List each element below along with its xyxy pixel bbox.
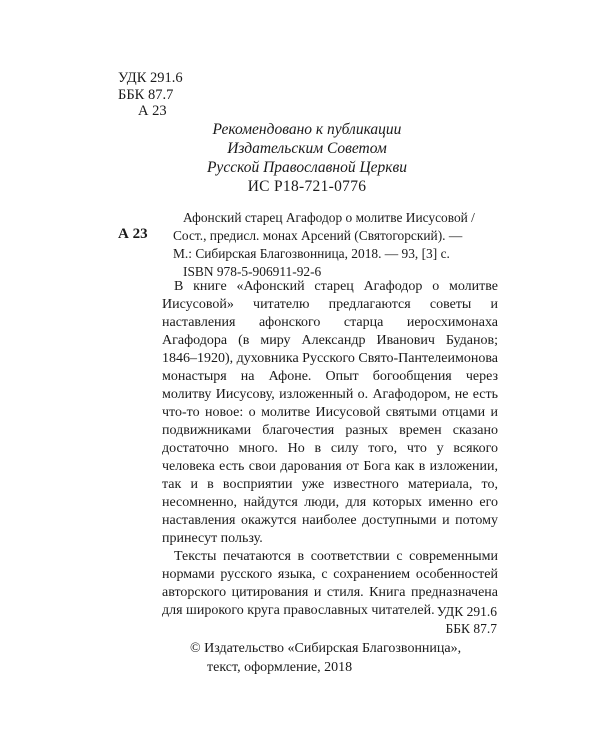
footer-classification-codes — [437, 603, 497, 637]
publishing-council-code: ИС Р18-721-0776 — [247, 178, 367, 195]
footer-bbk-code: ББК 87.7 — [445, 621, 497, 636]
biblio-line-1: Афонский старец Агафодор о молитве Иисусовой / — [183, 210, 475, 225]
isbn: ISBN 978-5-906911-92-6 — [183, 264, 322, 279]
annotation-paragraph-1: В книге «Афонский старец Агафодор о молитве Иисусовой» читателю предлагаются советы и наставления афонского старца иеросхимонаха Агафодора (в миру Александр Иванович Буданов; 1846–1920), духовника Русского Свято-Пантелеимонова монастыря на Афоне. Опыт богообщения через молитву Иисусову, изложенный о. Агафодором, не есть что-то новое: о молитве Иисусовой святыми отцами и подвижниками благочестия разных времен сказано достаточно много. Но в силу того, что у всякого человека есть свои дарования от Бога как в изложении, так и в восприятии уже известного материала, то, несомненно, найдутся люди, для которых именно его наставления окажутся наиболее доступными и потому принесут пользу. — [162, 279, 498, 546]
footer-udk-code: УДК 291.6 — [436, 604, 497, 619]
recommendation-line-1: Рекомендовано к публикации — [212, 121, 402, 138]
bibliographic-record — [173, 209, 497, 281]
bbk-code: ББК 87.7 — [118, 86, 174, 103]
classification-codes — [118, 70, 183, 120]
annotation-paragraph-2: Тексты печатаются в соответствии с современными нормами русского языка, с сохранением особенностей авторского цитирования и стиля. Книга предназначена для широкого круга православных читателей. — [162, 549, 498, 618]
author-mark: А 23 — [138, 103, 167, 119]
udk-code: УДК 291.6 — [118, 70, 183, 86]
copyright-notice — [190, 640, 490, 677]
annotation — [162, 278, 498, 620]
recommendation-line-3: Русской Православной Церкви — [206, 159, 408, 176]
biblio-author-mark: А 23 — [118, 226, 148, 242]
biblio-line-2: Сост., предисл. монах Арсений (Святогорский). — — [173, 228, 463, 243]
copyright-line-2: текст, оформление, 2018 — [207, 659, 353, 675]
recommendation-block — [120, 120, 494, 196]
copyright-line-1: © Издательство «Сибирская Благозвонница», — [190, 641, 462, 656]
biblio-line-3: М.: Сибирская Благозвонница, 2018. — 93, [3] с. — [173, 246, 450, 261]
recommendation-line-2: Издательским Советом — [227, 140, 387, 157]
